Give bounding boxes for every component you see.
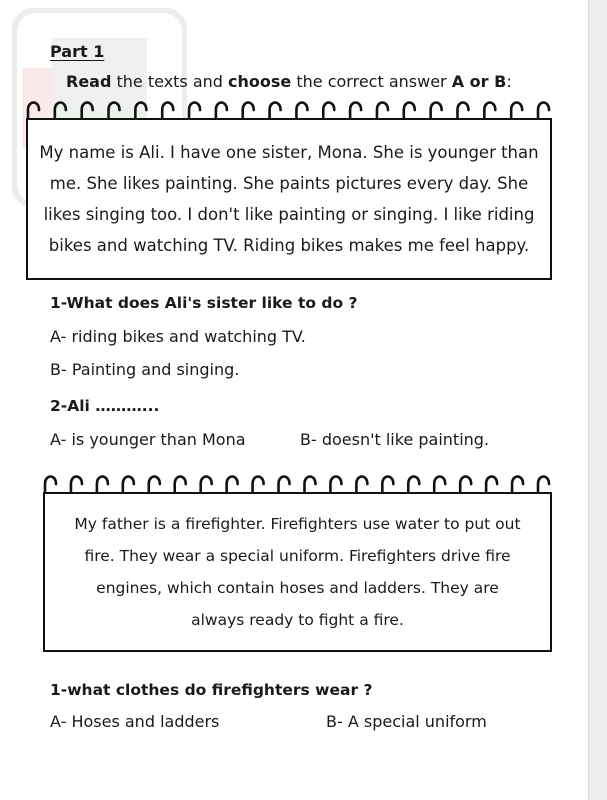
- passage-line: fire. They wear a special uniform. Firefighters drive fire: [84, 547, 511, 565]
- passage-line: My name is Ali. I have one sister, Mona. She is younger than: [39, 143, 539, 162]
- question-2: 2-Ali ………...: [50, 397, 160, 415]
- option-a[interactable]: A- is younger than Mona: [50, 430, 246, 449]
- passage-line: My father is a firefighter. Firefighters use water to put out: [74, 515, 521, 533]
- option-b[interactable]: B- doesn't like painting.: [300, 430, 490, 449]
- passage-line: engines, which contain hoses and ladders. They are: [96, 579, 499, 597]
- passage-line: always ready to fight a fire.: [191, 611, 404, 629]
- instruction-text: Read the texts and choose the correct answer A or B:: [66, 72, 512, 91]
- scrollbar[interactable]: [588, 0, 607, 800]
- passage-box-1: [26, 118, 552, 280]
- question-1: 1-What does Ali's sister like to do ?: [50, 294, 358, 312]
- passage-line: me. She likes painting. She paints pictures every day. She: [49, 174, 529, 193]
- passage-line: bikes and watching TV. Riding bikes makes me feel happy.: [48, 236, 530, 255]
- part-title: Part 1: [50, 42, 105, 61]
- question-3: 1-what clothes do firefighters wear ?: [50, 681, 373, 699]
- option-a[interactable]: A- riding bikes and watching TV.: [50, 327, 306, 346]
- passage-line: likes singing too. I don't like painting or singing. I like riding: [43, 205, 535, 224]
- option-b[interactable]: B- Painting and singing.: [50, 360, 240, 379]
- passage-box-2: [43, 492, 552, 652]
- option-b[interactable]: B- A special uniform: [326, 712, 487, 731]
- option-a[interactable]: A- Hoses and ladders: [50, 712, 220, 731]
